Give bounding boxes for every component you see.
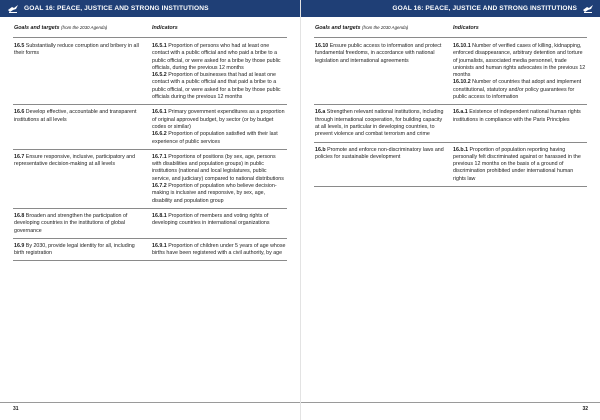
goals-column-label: Goals and targets (14, 25, 60, 31)
indicator-text: Proportions of positions (by sex, age, persons with disabilities and population groups) in public institutions (national and local legislatures, public service, and judiciary) compared to national distributions (152, 153, 284, 182)
target-cell (314, 105, 451, 141)
left-header-title: GOAL 16: PEACE, JUSTICE AND STRONG INSTITUTIONS (24, 5, 209, 12)
indicator-item (152, 213, 286, 228)
indicator-item (152, 154, 286, 183)
indicator-code: 16.a.1 (453, 109, 468, 116)
target-row (314, 39, 587, 105)
target-cell (13, 105, 150, 148)
target-text: By 2030, provide legal identity for all, including birth registration (14, 242, 135, 257)
indicator-cell (150, 209, 287, 238)
indicator-text: Proportion of population satisfied with their last experience of public services (152, 131, 278, 145)
indicator-text: Primary government expenditures as a proportion of original approved budget, by sector (or by budget codes or similar) (152, 109, 285, 130)
indicator-item (453, 43, 586, 79)
indicator-code: 16.7.1 (152, 153, 167, 160)
indicator-code: 16.6.1 (152, 109, 167, 116)
target-text: Substantially reduce corruption and bribery in all their forms (14, 43, 139, 57)
indicator-text: Number of verified cases of killing, kidnapping, enforced disappearance, arbitrary detention and torture of journalists, associated media personnel, trade unionists and human rights advocates in the previous 12 months (453, 43, 586, 79)
indicator-code: 16.6.2 (152, 131, 167, 138)
target-code: 16.7 (14, 153, 25, 160)
left-table (13, 39, 287, 261)
indicator-item (453, 109, 586, 124)
target-code: 16.a (315, 109, 326, 116)
target-code: 16.9 (14, 242, 25, 249)
target-row (13, 39, 287, 105)
target-text: Ensure responsive, inclusive, participatory and representative decision-making at all levels (14, 153, 136, 168)
target-row (13, 239, 287, 262)
target-text: Broaden and strengthen the participation of developing countries in the institutions of global governance (14, 212, 128, 234)
indicator-text: Proportion of members and voting rights of developing countries in international organizations (152, 212, 270, 227)
indicator-text: Number of countries that adopt and implement constitutional, statutory and/or policy guarantees for public access to information (453, 79, 582, 101)
indicator-item (152, 131, 286, 146)
indicator-code: 16.9.1 (152, 242, 167, 249)
indicator-text: Proportion of population who believe decision-making is inclusive and responsive, by sex, age, disability and population group (152, 183, 277, 204)
indicator-code: 16.b.1 (453, 146, 469, 153)
target-row (13, 209, 287, 239)
target-cell (314, 39, 451, 104)
right-header-title: GOAL 16: PEACE, JUSTICE AND STRONG INSTITUTIONS (392, 5, 577, 12)
indicator-code: 16.10.2 (453, 79, 471, 86)
indicator-item (152, 109, 286, 131)
right-table (314, 39, 587, 187)
indicator-code: 16.8.1 (152, 212, 167, 219)
target-code: 16.b (315, 146, 326, 153)
indicator-item (453, 79, 586, 101)
indicator-text: Proportion of population reporting having personally felt discriminated against or harassed in the previous 12 months on the basis of a ground of discrimination prohibited under international human rights law (453, 146, 581, 182)
right-page (300, 0, 600, 420)
target-code: 16.10 (315, 43, 329, 49)
indicator-item (152, 43, 286, 72)
indicator-code: 16.5.2 (152, 72, 167, 79)
indicator-cell (451, 105, 587, 141)
dove-gavel-icon (582, 4, 594, 14)
indicator-text: Proportion of persons who had at least one contact with a public official and who paid a bribe to a public official, or were asked for a bribe by those public officials, during the previous 12 months (152, 43, 281, 71)
right-header-bar (301, 0, 600, 17)
target-row (13, 150, 287, 209)
target-text: Develop effective, accountable and transparent institutions at all levels (14, 109, 137, 123)
right-column-header (314, 25, 587, 38)
indicator-item (152, 72, 286, 101)
page-number-left: 31 (0, 402, 300, 416)
target-cell (13, 39, 150, 104)
target-row (314, 143, 587, 187)
indicator-item (453, 147, 586, 183)
target-code: 16.8 (14, 212, 25, 219)
target-cell (13, 209, 150, 238)
dove-gavel-icon (7, 4, 19, 14)
indicators-column-label: Indicators (152, 25, 178, 31)
page-number-right: 32 (301, 402, 600, 416)
indicator-item (152, 183, 286, 205)
target-cell (13, 239, 150, 261)
indicator-code: 16.5.1 (152, 43, 167, 49)
indicator-text: Existence of independent national human rights institutions in compliance with the Paris Principles (453, 109, 581, 123)
indicator-text: Proportion of children under 5 years of age whose births have been registered with a civil authority, by age (152, 242, 286, 257)
target-row (13, 105, 287, 149)
goals-column-label: Goals and targets (315, 25, 361, 31)
target-text: Ensure public access to information and protect fundamental freedoms, in accordance with national legislation and international agreements (315, 43, 442, 64)
indicator-cell (150, 239, 287, 261)
indicator-text: Proportion of businesses that had at least one contact with a public official and that paid a bribe to a public official, or were asked for a bribe by those public officials during the previous 12 months (152, 72, 281, 101)
goals-column-sublabel: (from the 2030 Agenda) (362, 25, 409, 30)
left-header-bar (0, 0, 300, 17)
left-column-header (13, 25, 287, 38)
indicator-cell (150, 150, 287, 208)
goals-column-sublabel: (from the 2030 Agenda) (61, 25, 108, 30)
target-cell (314, 143, 451, 186)
indicator-code: 16.10.1 (453, 43, 471, 49)
target-text: Promote and enforce non-discriminatory laws and policies for sustainable development (315, 146, 444, 160)
indicator-cell (150, 105, 287, 148)
target-row (314, 105, 587, 142)
target-code: 16.5 (14, 43, 25, 49)
indicator-item (152, 243, 286, 258)
indicator-cell (150, 39, 287, 104)
indicator-cell (451, 39, 587, 104)
indicator-cell (451, 143, 587, 186)
indicator-code: 16.7.2 (152, 183, 167, 190)
indicators-column-label: Indicators (453, 25, 479, 31)
target-cell (13, 150, 150, 208)
target-text: Strengthen relevant national institutions, including through international cooperation, for building capacity at all levels, in particular in developing countries, to prevent violence and combat terrorism and crime (315, 109, 444, 138)
target-code: 16.6 (14, 109, 25, 116)
